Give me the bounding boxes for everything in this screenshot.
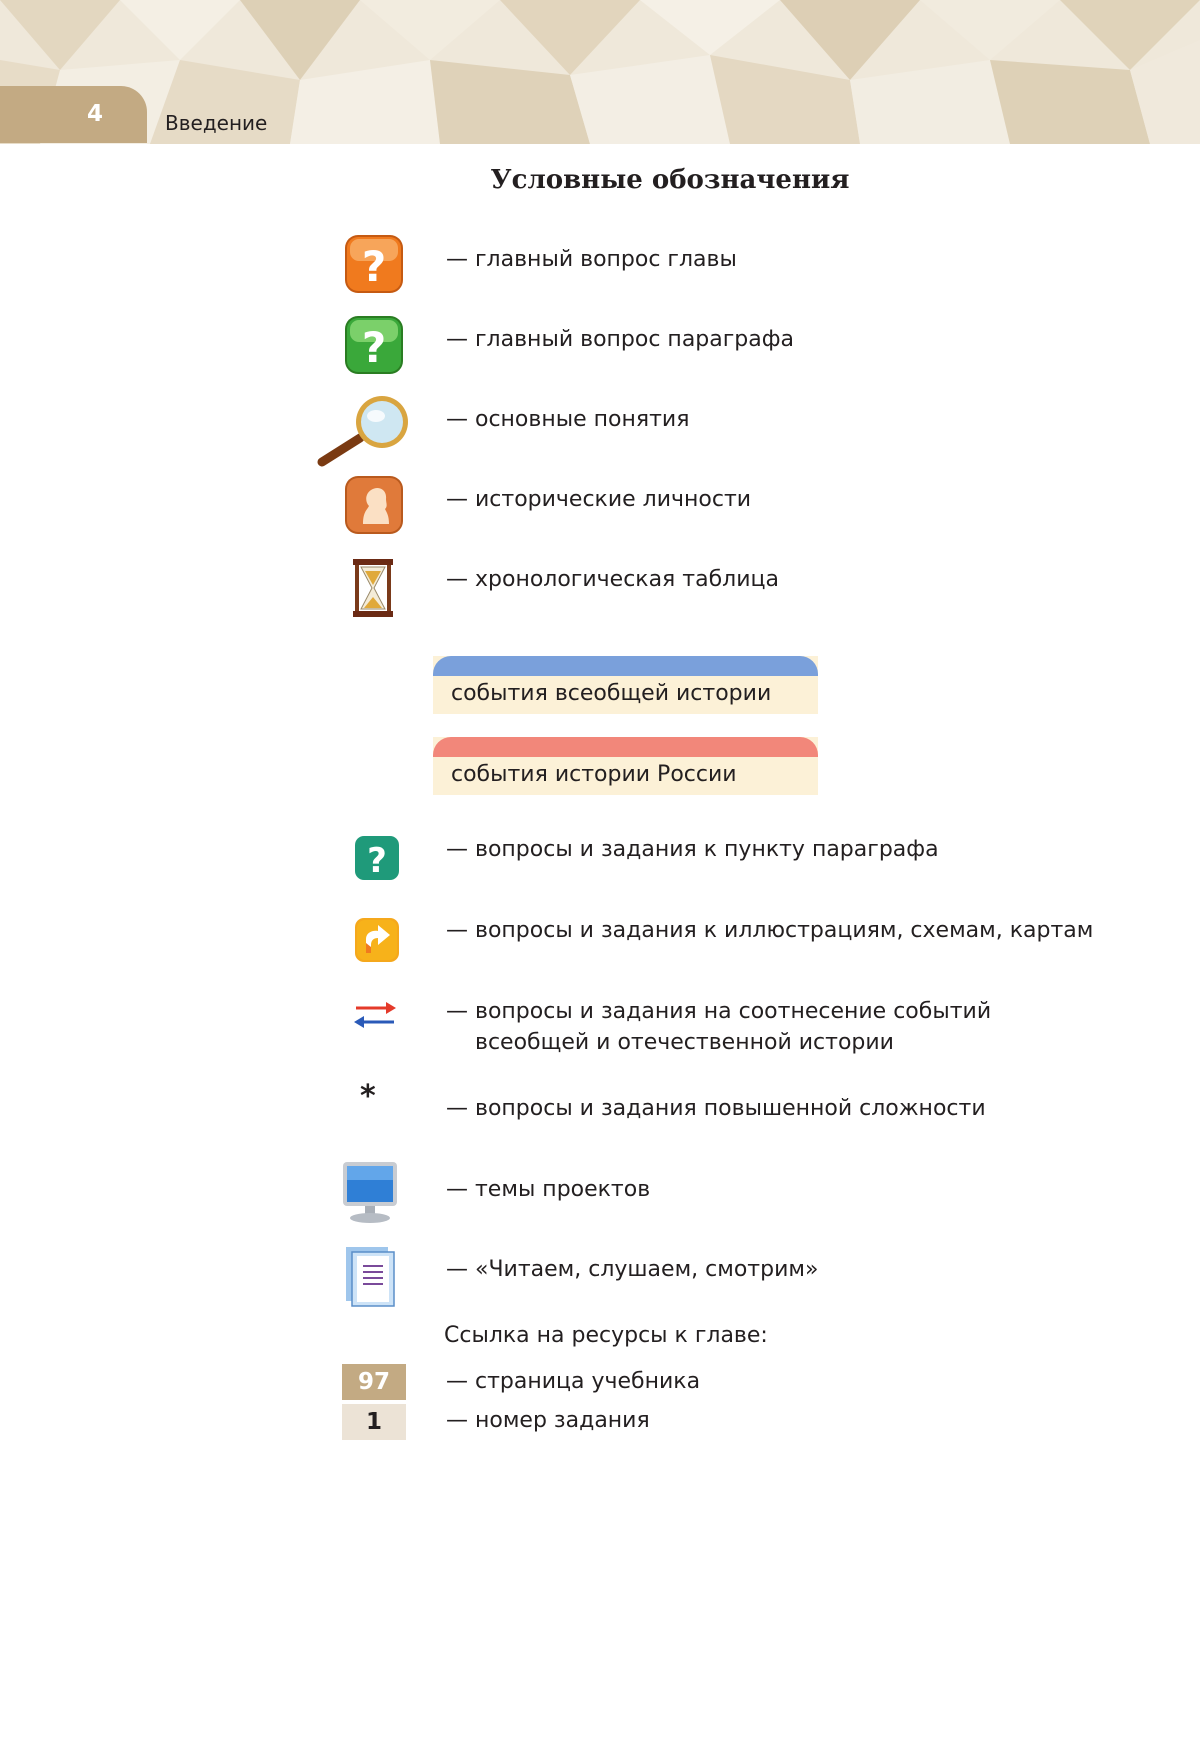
band-russian-history-cap (433, 737, 818, 757)
question-task-icon (354, 835, 400, 881)
task-text-paragraph-point: — вопросы и задания к пункту параграфа (446, 837, 939, 862)
section-title: Введение (165, 111, 268, 135)
page-badge-text: — страница учебника (446, 1369, 701, 1394)
magnifier-icon (314, 392, 420, 472)
resources-heading: Ссылка на ресурсы к главе: (444, 1323, 768, 1348)
page-badge: 97 (342, 1364, 406, 1400)
legend-text-paragraph-question: — главный вопрос параграфа (446, 327, 795, 352)
band-world-history (433, 656, 818, 714)
legend-text-chapter-question: — главный вопрос главы (446, 247, 737, 272)
document-icon (343, 1244, 403, 1310)
page-title: Условные обозначения (490, 165, 850, 195)
asterisk-icon: * (360, 1079, 376, 1114)
band-russian-history (433, 737, 818, 795)
monitor-icon (340, 1160, 402, 1228)
illustration-task-icon (354, 917, 400, 963)
task-badge: 1 (342, 1404, 406, 1440)
paragraph-question-icon (341, 312, 409, 380)
legend-text-chronology: — хронологическая таблица (446, 567, 779, 592)
task-text-correlation-line2: всеобщей и отечественной истории (475, 1030, 894, 1055)
legend-text-personalities: — исторические личности (446, 487, 752, 512)
band-world-history-cap (433, 656, 818, 676)
page-number-tab (0, 86, 147, 143)
chapter-question-icon (341, 231, 409, 299)
task-text-correlation-line1: — вопросы и задания на соотнесение событий (446, 999, 992, 1024)
task-text-projects: — темы проектов (446, 1177, 651, 1202)
legend-text-concepts: — основные понятия (446, 407, 690, 432)
task-text-illustrations: — вопросы и задания к иллюстрациям, схемам, картам (446, 918, 1094, 943)
svg-text:?: ? (361, 242, 387, 291)
band-russian-history-label: события истории России (451, 762, 737, 787)
svg-text:?: ? (361, 323, 387, 372)
correlation-arrows-icon (352, 998, 398, 1032)
band-world-history-label: события всеобщей истории (451, 681, 772, 706)
task-badge-text: — номер задания (446, 1408, 650, 1433)
task-text-advanced: — вопросы и задания повышенной сложности (446, 1096, 986, 1121)
page-number: 4 (86, 101, 103, 127)
svg-text:?: ? (367, 841, 387, 881)
person-icon (341, 472, 409, 540)
task-text-reading: — «Читаем, слушаем, смотрим» (446, 1257, 819, 1282)
hourglass-icon (347, 555, 403, 625)
